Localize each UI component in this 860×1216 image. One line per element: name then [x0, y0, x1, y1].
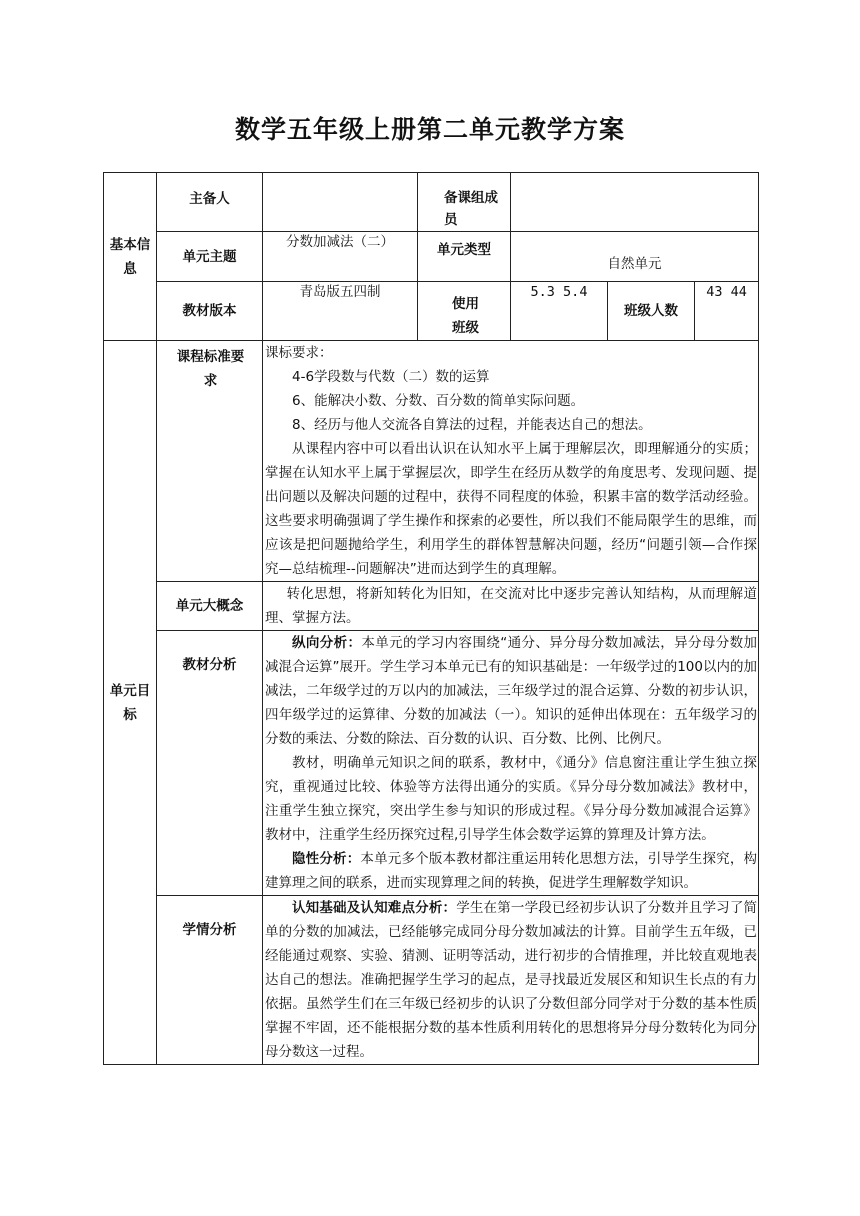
group-value — [511, 173, 759, 232]
material-textbook-text: 教材，明确单元知识之间的联系，教材中，《通分》信息窗注重让学生独立探究，重视通过比较、体验等方法得出通分的实质。《异分母分数加减法》教材中，注重学生独立探究，突出学生参与知识的形成过程。《异分母分数加减混合运算》教材中，注重学生经历探究过程,引导学生体会数学运算的算理及计算方法。 — [265, 755, 758, 843]
standard-content — [263, 341, 759, 582]
material-hidden-keyword: 隐性分析： — [292, 851, 361, 867]
topic-label: 单元主题 — [157, 232, 263, 282]
type-value: 自然单元 — [511, 232, 759, 282]
material-vertical-text: 本单元的学习内容围绕“通分、异分母分数加减法，异分母分数加减混合运算”展开。学生学习本单元已有的知识基础是：一年级学过的100以内的加减法，二年级学过的万以内的加减法，三年级学过的混合运算、分数的初步认识，四年级学过的运算律、分数的加减法（一）。知识的延伸出体现在：五年级学习的分数的乘法、分数的除法、百分数的认识、百分数、比例、比例尺。 — [265, 635, 758, 747]
material-content — [263, 631, 759, 896]
standard-line: 4-6学段数与代数（二）数的运算 — [292, 369, 490, 385]
standard-line: 6、能解决小数、分数、百分数的简单实际问题。 — [292, 393, 585, 409]
material-label: 教材分析 — [157, 631, 263, 896]
basic-info-section-label: 基本信息 — [104, 173, 157, 341]
class-label: 使用班级 — [418, 282, 511, 341]
type-label: 单元类型 — [418, 232, 511, 282]
concept-content — [263, 582, 759, 631]
standard-label: 课程标准要求 — [157, 341, 263, 582]
unit-goal-section-label: 单元目标 — [104, 341, 157, 1065]
concept-label: 单元大概念 — [157, 582, 263, 631]
learner-label: 学情分析 — [157, 896, 263, 1065]
size-value: 43 44 — [695, 282, 759, 341]
teaching-plan-table — [103, 172, 759, 1065]
size-label: 班级人数 — [608, 282, 695, 341]
edition-value: 青岛版五四制 — [263, 282, 418, 341]
lead-value — [263, 173, 418, 232]
concept-text: 转化思想，将新知转化为旧知，在交流对比中逐步完善认知结构，从而理解道理、掌握方法。 — [265, 586, 758, 626]
edition-label: 教材版本 — [157, 282, 263, 341]
standard-line: 课标要求： — [265, 345, 333, 361]
material-hidden-text: 本单元多个版本教材都注重运用转化思想方法，引导学生探究，构建算理之间的联系，进而实现算理之间的转换，促进学生理解数学知识。 — [265, 851, 758, 891]
learner-keyword: 认知基础及认知难点分析： — [292, 900, 457, 916]
class-value: 5.3 5.4 — [511, 282, 608, 341]
lead-label: 主备人 — [157, 173, 263, 232]
group-label: 备课组成员 — [418, 173, 511, 232]
learner-text: 学生在第一学段已经初步认识了分数并且学习了简单的分数的加减法，已经能够完成同分母分数加减法的计算。目前学生五年级，已经能通过观察、实验、猜测、证明等活动，进行初步的合情推理，并比较直观地表达自己的想法。准确把握学生学习的起点，是寻找最近发展区和知识生长点的有力依据。虽然学生们在三年级已经初步的认识了分数但部分同学对于分数的基本性质掌握不牢固，还不能根据分数的基本性质利用转化的思想将异分母分数转化为同分母分数这一过程。 — [265, 900, 758, 1060]
standard-paragraph: 从课程内容中可以看出认识在认知水平上属于理解层次，即理解通分的实质；掌握在认知水平上属于掌握层次，即学生在经历从数学的角度思考、发现问题、提出问题以及解决问题的过程中，获得不同程度的体验，积累丰富的数学活动经验。这些要求明确强调了学生操作和探索的必要性，所以我们不能局限学生的思维，而应该是把问题抛给学生，利用学生的群体智慧解决问题，经历“问题引领—合作探究—总结梳理--问题解决”进而达到学生的真理解。 — [265, 441, 758, 577]
standard-line: 8、经历与他人交流各自算法的过程，并能表达自己的想法。 — [292, 417, 652, 433]
learner-content — [263, 896, 759, 1065]
material-vertical-keyword: 纵向分析： — [292, 635, 362, 651]
page-title: 数学五年级上册第二单元教学方案 — [234, 115, 625, 144]
topic-value: 分数加减法（二） — [263, 232, 418, 282]
